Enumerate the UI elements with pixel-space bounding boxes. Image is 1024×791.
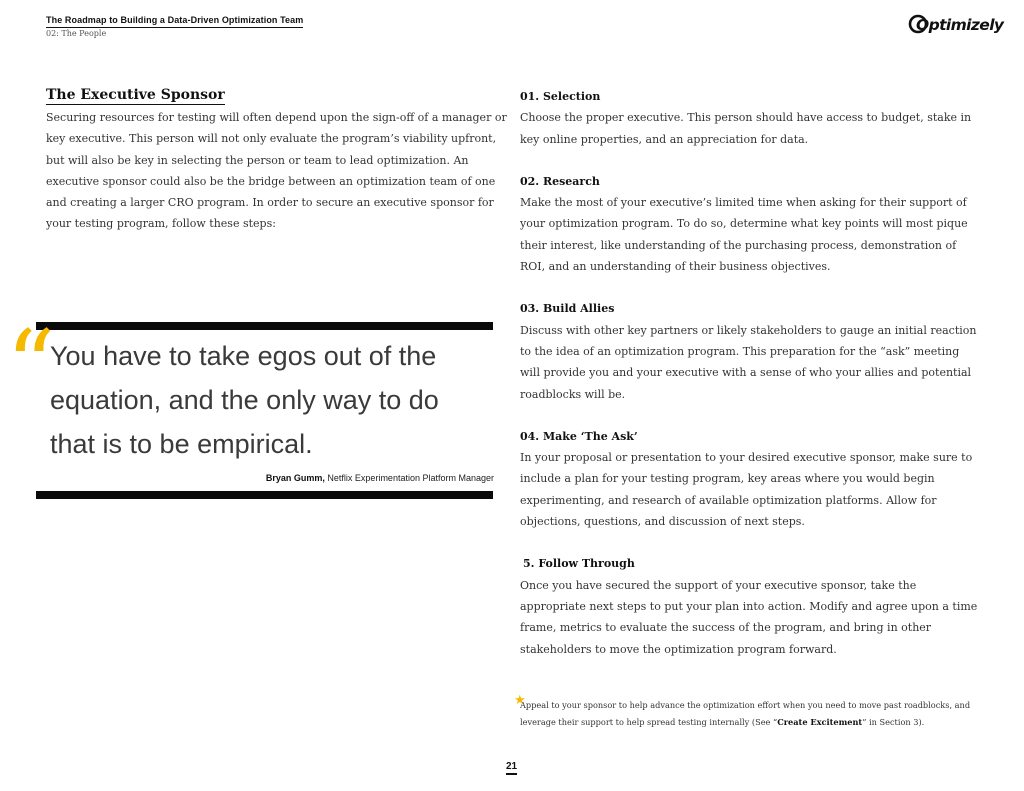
step-research bbox=[520, 171, 980, 277]
step-body: Choose the proper executive. This person should have access to budget, stake in key online properties, and an appreciation for data. bbox=[520, 111, 972, 146]
step-body: In your proposal or presentation to your desired executive sponsor, make sure to include a plan for your testing program, key areas where you would begin experimenting, and research of available optimization platforms. Allow for objections, questions, and discussion of next steps. bbox=[520, 451, 973, 529]
steps-list bbox=[520, 86, 980, 681]
quote-text: You have to take egos out of the equation, and the only way to do that is to be empirical. bbox=[50, 341, 439, 459]
step-build-allies bbox=[520, 298, 980, 404]
executive-sponsor-section bbox=[46, 84, 508, 235]
section-title: The Executive Sponsor bbox=[46, 87, 225, 103]
quote-author-role: Netflix Experimentation Platform Manager bbox=[327, 473, 494, 483]
note-text-before: Appeal to your sponsor to help advance the optimization effort when you need to move past roadblocks, and leverage their support to help spread testing internally (See “ bbox=[520, 700, 971, 727]
step-selection bbox=[520, 86, 980, 150]
optimizely-logo bbox=[908, 12, 1003, 38]
step-title: 04. Make ‘The Ask’ bbox=[520, 429, 638, 443]
document-title: The Roadmap to Building a Data-Driven Optimization Team bbox=[46, 15, 303, 28]
step-make-the-ask bbox=[520, 426, 980, 532]
step-title: 5. Follow Through bbox=[523, 557, 635, 571]
quote-author: Bryan Gumm, bbox=[265, 473, 325, 483]
quote-bottom-bar bbox=[36, 491, 493, 499]
step-title: 02. Research bbox=[520, 174, 600, 188]
step-body: Discuss with other key partners or likely stakeholders to gauge an initial reaction to the idea of an optimization program. This preparation for the “ask” meeting will provide you and your executive with a sense of who your allies and potential roadblocks will be. bbox=[520, 323, 977, 401]
create-excitement-reference: Create Excitement bbox=[777, 717, 863, 727]
page-number: 21 bbox=[506, 761, 517, 775]
step-body: Once you have secured the support of your executive sponsor, take the appropriate next steps to put your plan into action. Modify and agree upon a time frame, metrics to evaluate the success of the program, and bring in other stakeholders to move the optimization program forward. bbox=[520, 578, 978, 656]
quote-top-bar bbox=[36, 322, 493, 330]
star-icon: ★ bbox=[514, 693, 526, 708]
quote-mark-icon: “ bbox=[6, 310, 56, 422]
logo-text: Optimizely bbox=[916, 16, 1004, 34]
intro-paragraph: Securing resources for testing will often depend upon the sign-off of a manager or key executive. This person will not only evaluate the program’s viability upfront, but will also be key in selecting the person or team to lead optimization. An executive sponsor could also be the bridge between an optimization team of one and creating a larger CRO program. In order to secure an executive sponsor for your testing program, follow these steps: bbox=[46, 111, 507, 231]
step-title: 03. Build Allies bbox=[520, 302, 615, 316]
chapter-label: 02: The People bbox=[46, 29, 107, 38]
note-text-after: ” in Section 3). bbox=[862, 717, 925, 727]
quote-attribution bbox=[266, 473, 494, 483]
pull-quote bbox=[0, 310, 494, 500]
tip-note bbox=[514, 693, 980, 731]
step-title: 01. Selection bbox=[520, 90, 601, 103]
step-follow-through bbox=[520, 553, 980, 659]
step-body: Make the most of your executive’s limited time when asking for their support of your optimization program. To do so, determine what key points will most pique their interest, like understanding of the purchasing process, demonstration of ROI, and an understanding of their business objectives. bbox=[520, 196, 968, 274]
